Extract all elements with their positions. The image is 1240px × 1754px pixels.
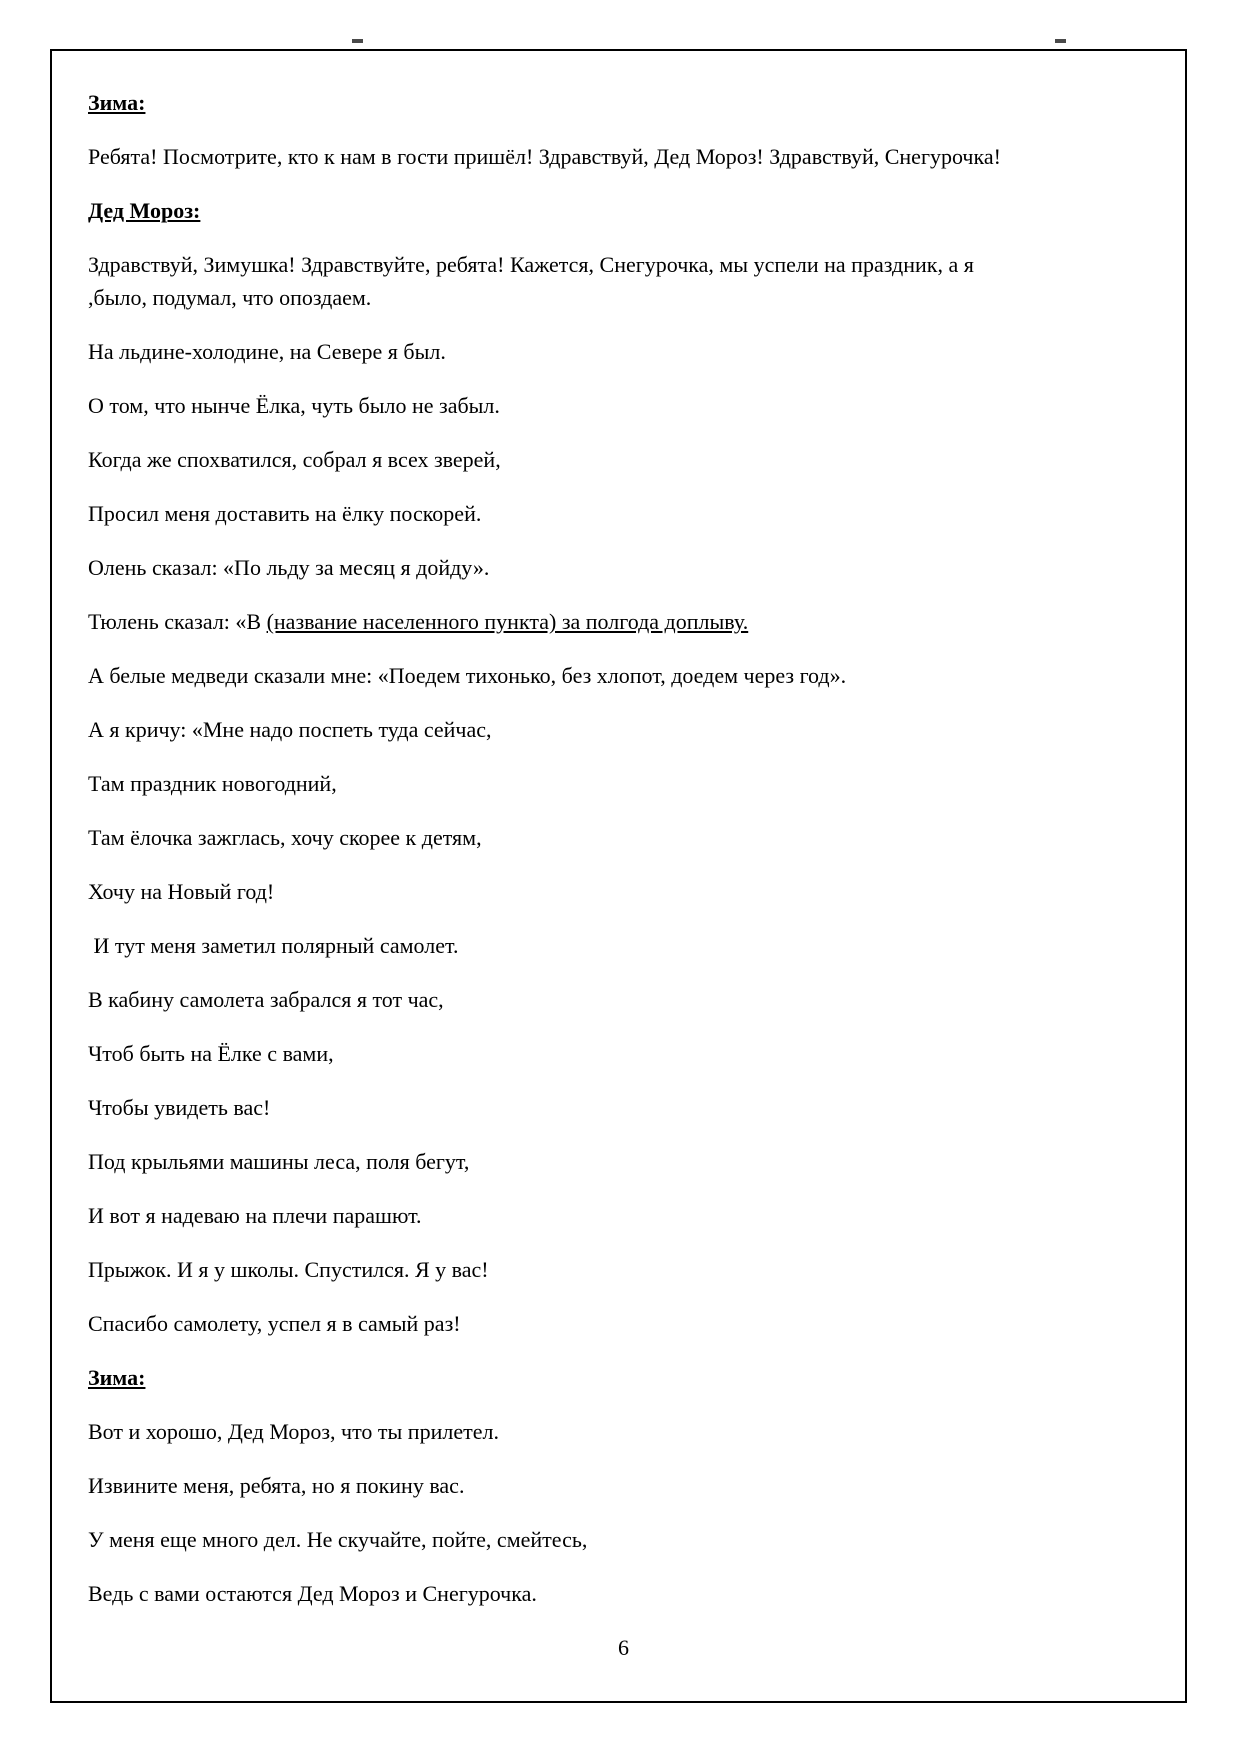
text-run: И вот я надеваю на плечи парашют. bbox=[88, 1203, 422, 1228]
text-run: Здравствуй, Зимушка! Здравствуйте, ребята! Кажется, Снегурочка, мы успели на праздник, а я bbox=[88, 252, 974, 277]
paragraph-line bbox=[88, 713, 1159, 746]
text-run: У меня еще много дел. Не скучайте, пойте, смейтесь, bbox=[88, 1527, 588, 1552]
text-run: Там ёлочка зажглась, хочу скорее к детям, bbox=[88, 825, 482, 850]
scan-artifact-tick bbox=[352, 39, 363, 43]
page-number: 6 bbox=[618, 1635, 629, 1660]
text-run: Зима: bbox=[88, 1365, 146, 1390]
speaker-heading bbox=[88, 86, 1159, 119]
text-run: Спасибо самолету, успел я в самый раз! bbox=[88, 1311, 461, 1336]
text-run: О том, что нынче Ёлка, чуть было не забыл. bbox=[88, 393, 500, 418]
paragraph-line bbox=[88, 389, 1159, 422]
paragraph-line bbox=[88, 1199, 1159, 1232]
text-run: Ребята! Посмотрите, кто к нам в гости пришёл! Здравствуй, Дед Мороз! Здравствуй, Снегурочка! bbox=[88, 144, 1001, 169]
text-run: Ведь с вами остаются Дед Мороз и Снегурочка. bbox=[88, 1581, 537, 1606]
paragraph-line bbox=[88, 335, 1159, 368]
paragraph-line bbox=[88, 281, 1159, 314]
text-run: В кабину самолета забрался я тот час, bbox=[88, 987, 444, 1012]
paragraph-line bbox=[88, 983, 1159, 1016]
text-run: Олень сказал: «По льду за месяц я дойду». bbox=[88, 555, 490, 580]
paragraph-line bbox=[88, 875, 1159, 908]
paragraph-line bbox=[88, 605, 1159, 638]
paragraph-line bbox=[88, 659, 1159, 692]
paragraph-line bbox=[88, 1037, 1159, 1070]
paragraph-line bbox=[88, 1469, 1159, 1502]
text-run: А я кричу: «Мне надо поспеть туда сейчас, bbox=[88, 717, 492, 742]
document-body bbox=[88, 86, 1159, 1664]
blocks-container bbox=[88, 86, 1159, 1610]
text-run: Когда же спохватился, собрал я всех зверей, bbox=[88, 447, 501, 472]
paragraph-line bbox=[88, 551, 1159, 584]
text-run: Хочу на Новый год! bbox=[88, 879, 275, 904]
paragraph-line bbox=[88, 443, 1159, 476]
paragraph-line bbox=[88, 1307, 1159, 1340]
paragraph-line bbox=[88, 1577, 1159, 1610]
paragraph-line bbox=[88, 1091, 1159, 1124]
paragraph-line bbox=[88, 1415, 1159, 1448]
paragraph-line bbox=[88, 1253, 1159, 1286]
paragraph-line bbox=[88, 1145, 1159, 1178]
paragraph-line bbox=[88, 497, 1159, 530]
text-run: ,было, подумал, что опоздаем. bbox=[88, 285, 372, 310]
paragraph-line bbox=[88, 140, 1159, 173]
text-run: Дед Мороз: bbox=[88, 198, 201, 223]
paragraph-line bbox=[88, 248, 1159, 281]
text-run: Чтобы увидеть вас! bbox=[88, 1095, 271, 1120]
text-run: А белые медведи сказали мне: «Поедем тихонько, без хлопот, доедем через год». bbox=[88, 663, 847, 688]
text-run: На льдине-холодине, на Севере я был. bbox=[88, 339, 446, 364]
page-border bbox=[50, 49, 1187, 1703]
paragraph-line bbox=[88, 1523, 1159, 1556]
text-run: Тюлень сказал: «В bbox=[88, 609, 267, 634]
text-run: Просил меня доставить на ёлку поскорей. bbox=[88, 501, 482, 526]
text-run: И тут меня заметил полярный самолет. bbox=[88, 933, 459, 958]
paragraph-line bbox=[88, 821, 1159, 854]
underlined-text-run: (название населенного пункта) за полгода доплыву. bbox=[266, 609, 749, 634]
text-run: Под крыльями машины леса, поля бегут, bbox=[88, 1149, 470, 1174]
speaker-heading bbox=[88, 1361, 1159, 1394]
text-run: Прыжок. И я у школы. Спустился. Я у вас! bbox=[88, 1257, 489, 1282]
speaker-heading bbox=[88, 194, 1159, 227]
text-run: Извините меня, ребята, но я покину вас. bbox=[88, 1473, 465, 1498]
text-run: Там праздник новогодний, bbox=[88, 771, 337, 796]
text-run: Вот и хорошо, Дед Мороз, что ты прилетел. bbox=[88, 1419, 499, 1444]
paragraph-line bbox=[88, 929, 1159, 962]
paragraph-line bbox=[88, 767, 1159, 800]
text-run: Чтоб быть на Ёлке с вами, bbox=[88, 1041, 334, 1066]
text-run: Зима: bbox=[88, 90, 146, 115]
scan-artifact-tick bbox=[1055, 39, 1066, 43]
